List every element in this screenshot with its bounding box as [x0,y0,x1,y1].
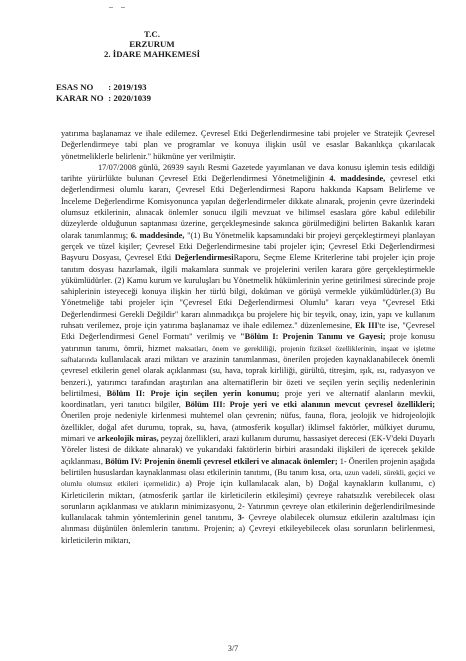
p2-text-a: 17/07/2008 günlü, 26939 sayılı Resmi Gazetede yayımlanan ve dava konusu işlemin tesis edildiği tarihte yürürlükte bulunan Çevresel Etki Değerlendirmesi Yönetmeliğinin [61,162,435,184]
p2-text-c: çevresel etki değerlendirmesi olumlu kararı, Çevresel Etki Değerlendirmesi Raporu hakkında Kapsam Belirleme ve İnceleme Değerlendirme Komisyonunca yapılan değerlendirmeler dikkate alınarak, projenin çevre üzerindeki olumsuz etkilerinin, alınacak önlemler sonucu ilgili mevzuat ve bilimsel esaslara göre kabul edilebilir düzeylerde olduğunun saptanması üzerine, gerçekleşmesinde sakınca görülmediğini belirten Bakanlık kararı olarak tanımlanmış; [61,174,436,240]
p2-text-n: proje yeri ve alternatif alanların mevkii, koordinatları, yeri tanıtıcı bilgiler, [61,388,435,410]
header-city: ERZURUM [129,39,175,49]
esas-value: : 2019/193 [108,82,147,92]
page-number: 3/7 [227,644,239,653]
header-court: 2. İDARE MAHKEMESİ [103,49,201,59]
p2-bolum-4: Bölüm IV: Projenin önemli çevresel etkileri ve alınacak önlemler; [105,456,338,466]
p2-text-e: "(1) Bu Yönetmelik kapsamındaki bir projeyi gerçekleştirmeyi planlayan gerçek ve tüzel kişiler; Çevresel Etki Değerlendirmesine tabi projeler için; Çevresel Etki Değerlendirmesi Başvuru Dosyası, Çevresel Etki [61,230,435,263]
p2-article-4: 4. maddesinde, [329,174,386,184]
p2-text-r: peyzaj özellikleri, arazi kullanım durumu, hassasiyet derecesi (EK-V'deki Duyarlı Yöreler listesi de dikkate alınarak) ve yukarıdaki faktörlerin birbiri arasındaki ilişkileri de içerecek şekilde açıklanması, [61,434,435,466]
p2-arkeolojik: arkeolojik miras, [97,434,159,444]
p2-text-p: Önerilen proje nedeniyle kirlenmesi muhtemel olan çevrenin; nüfus, fauna, flora, jeolojik ve hidrojeolojik özellikler, doğal afet durumu, toprak, su, hava, (atmosferik koşullar) iklimsel faktörler, mülkiyet durumu, mimari ve [61,411,435,444]
p2-text-t: 1- Önerilen projenin aşağıda belirtilen hususlardan kaynaklanması olası etkilerinin tanıtımı, (Bu tanım kısa, [61,456,436,477]
p2-item-3: 3- [237,513,245,523]
p2-text-g: Raporu, Seçme Eleme Kriterlerine tabi projeler için proje tanıtım dosyası hazırlamak, ilgili makamlara sunmak ve projelerini verilen karara göre gerçekleştirmekle yükümlüdürler. (2) Kamu kurum ve kuruluşları bu Yönetmelik hükümlerinin yerine getirilmesi sürecinde proje sahiplerinin isteyeceği konuya ilişkin her türlü bilgi, doküman ve görüşü vermekle yükümlüdürler.(3) Bu Yönetmeliğe tabi projeler için "Çevresel Etki Değerlendirmesi Olumlu" kararı veya "Çevresel Etki Değerlendirmesi Gerekli Değildir" kararı alınmadıkça bu projelere hiç bir teşvik, onay, izin, yapı ve kullanım ruhsatı verilemez, proje için yatırıma başlanamaz ve ihale edilemez." düzenlemesine, [61,253,435,331]
karar-row [56,93,151,103]
p2-bolum-2: Bölüm II: Proje için seçilen yerin konumu; [106,388,280,398]
header-marks: – – [109,2,128,11]
p2-bolum-1: "Bölüm I: Projenin Tanımı ve Gayesi; [240,332,386,342]
document-body [61,128,435,546]
p2-bolum-3: Bölüm III: Proje yeri ve etki alanının mevcut çevresel özellikleri; [185,400,435,410]
p2-bold-degerlendirmesi: Değerlendirmesi [174,253,234,263]
karar-label: KARAR NO [56,93,104,103]
esas-label: ESAS NO [56,82,94,92]
p2-text-l: kullanılacak arazi miktarı ve arazinin tanımlanması, önerilen projeden kaynaklanabilecek önemli çevresel etkilerin genel olarak açıklanması (su, hava, toprak kirliliği, gürültü, titreşim, ışık, ısı, radyasyon ve benzeri.), yatırımcı tarafından araştırılan ana alternatiflerin bir özeti ve seçilen yerin seçiliş nedenlerinin belirtilmesi, [61,354,435,398]
p2-article-6: 6. maddesinde, [130,230,185,240]
header-tc: T.C. [144,29,160,39]
karar-value: : 2020/1039 [108,93,151,103]
p2-ek-iii: Ek III [354,321,378,331]
paragraph-1: yatırıma başlanamaz ve ihale edilemez. Çevresel Etki Değerlendirmesine tabi projeler ve Stratejik Çevresel Değerlendirmeye tabi plan ve programlar ve konuya ilişkin usûl ve esaslar Bakanlıkça çıkarılacak yönetmeliklerle belirlenir." hükmüne yer verilmiştir. [61,129,435,161]
p2-text-w: Çevreye olabilecek olumsuz etkilerin azaltılması için alınması düşünülen önlemlerin tanıtımı. Projenin; a) Çevreyi etkileyebilecek olası sorunların belirlenmesi, kirleticilerin miktarı, [61,513,435,545]
esas-row [56,82,147,92]
p2-small-text: maksatları, önem ve gerekliliği, projenin fiziksel özelliklerinin, inşaat ve işletme safhalarında [61,343,435,364]
p2-small-text-2: orta, uzun vadeli, sürekli, geçici ve olumlu olumsuz etkileri içermelidir.) [61,467,435,489]
paragraph-2 [61,162,435,546]
p2-text-i: 'te ise, "Çevresel Etki Değerlendirmesi Genel Formatı" verilmiş ve [61,321,435,342]
p2-text-u: a) Proje için kullanılacak alan, b) Doğal kaynakların kullanımı, c) Kirleticilerin miktarı, (atmosferik şartlar ile kirleticilerin etkileşimi) çevreye rahatsızlık verebilecek olası sorunların açıklanması ve atıkların minimizasyonu, 2- Yatırımın çevreye olan etkilerinin değerlendirilmesinde kullanılacak tahmin yöntemlerinin genel tanıtımı, [61,479,436,523]
p2-text-k: proje konusu yatırımın tanımı, ömrü, hizmet [61,332,435,353]
